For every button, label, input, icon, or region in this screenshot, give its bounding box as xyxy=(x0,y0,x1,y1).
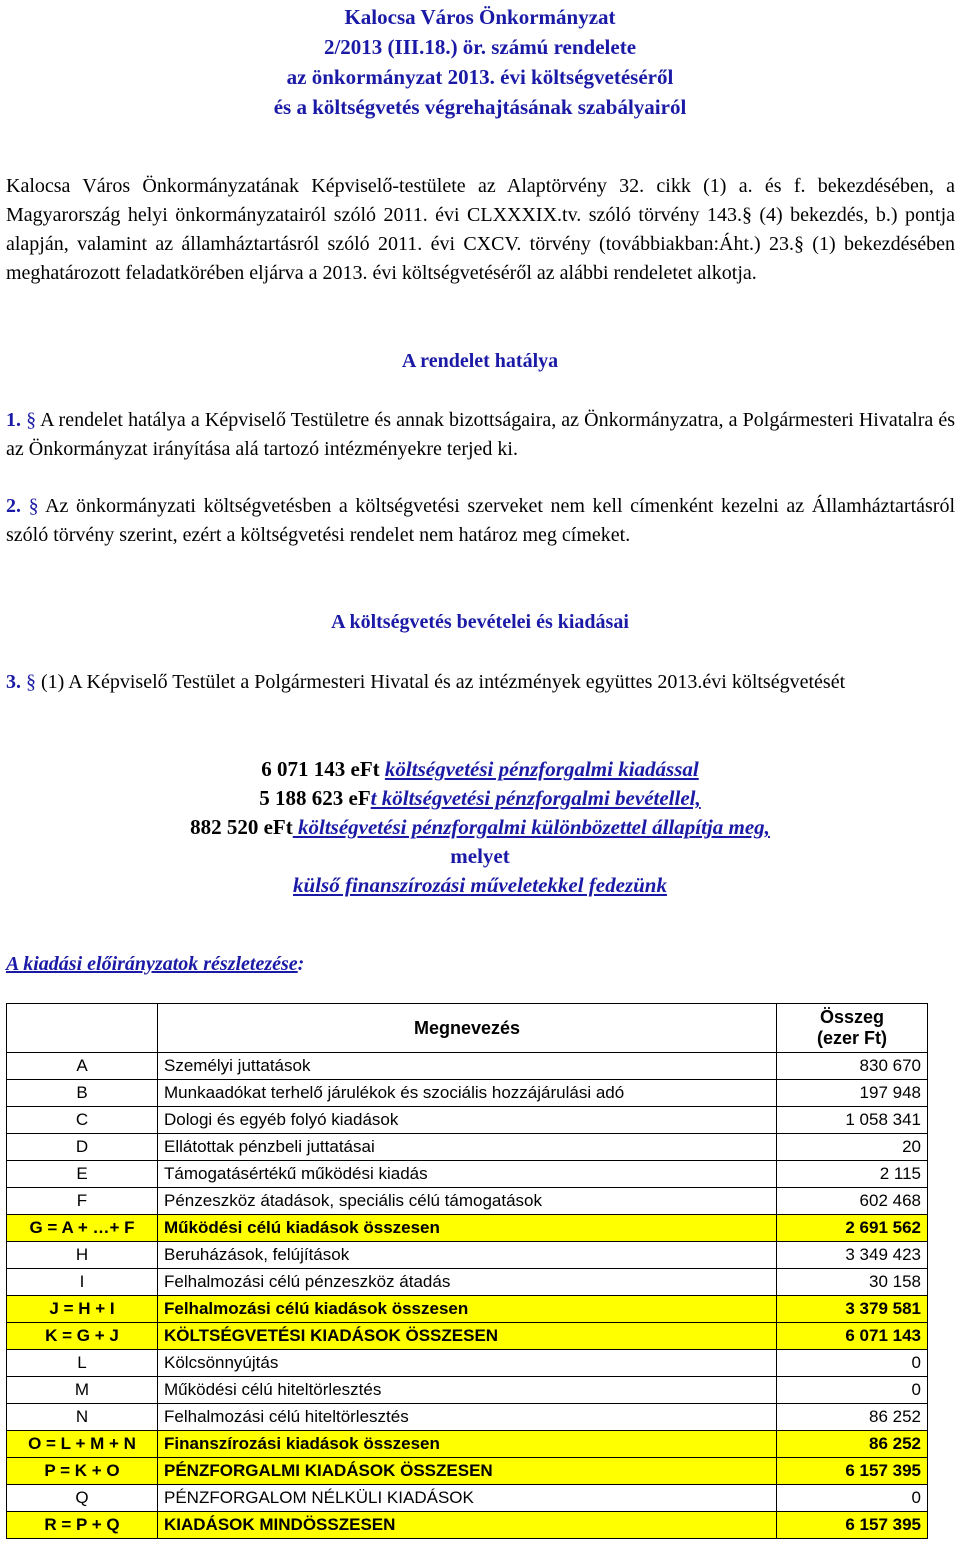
summary-difference-text: költségvetési pénzforgalmi különbözettel állapítja meg, xyxy=(292,815,770,839)
row-name-cell: Dologi és egyéb folyó kiadások xyxy=(158,1107,777,1134)
row-amount-cell: 86 252 xyxy=(777,1404,928,1431)
row-code-cell: O = L + M + N xyxy=(7,1431,158,1458)
row-code-cell: P = K + O xyxy=(7,1458,158,1485)
row-code-cell: B xyxy=(7,1080,158,1107)
table-row xyxy=(7,1107,928,1134)
summary-expenditure-amount: 6 071 143 eFt xyxy=(261,757,380,781)
row-code-cell: G = A + …+ F xyxy=(7,1215,158,1242)
row-code-cell: C xyxy=(7,1107,158,1134)
row-amount-cell: 830 670 xyxy=(777,1053,928,1080)
summary-difference-amount: 882 520 eFt xyxy=(190,815,293,839)
header-amount-unit: (ezer Ft) xyxy=(816,1028,887,1048)
row-name-cell: Munkaadókat terhelő járulékok és szociális hozzájárulási adó xyxy=(158,1080,777,1107)
row-amount-cell: 197 948 xyxy=(777,1080,928,1107)
section-sign: § xyxy=(28,495,39,517)
table-row xyxy=(7,1485,928,1512)
row-amount-cell: 3 349 423 xyxy=(777,1242,928,1269)
paragraph-2 xyxy=(6,492,955,550)
table-body xyxy=(7,1053,928,1539)
title-line-1: Kalocsa Város Önkormányzat xyxy=(344,5,616,29)
row-name-cell: Felhalmozási célú pénzeszköz átadás xyxy=(158,1269,777,1296)
row-amount-cell: 6 157 395 xyxy=(777,1458,928,1485)
table-row xyxy=(7,1215,928,1242)
table-row xyxy=(7,1053,928,1080)
paragraph-2-number: 2. xyxy=(6,495,21,517)
section-sign: § xyxy=(26,671,36,693)
table-row xyxy=(7,1404,928,1431)
row-name-cell: Működési célú kiadások összesen xyxy=(158,1215,777,1242)
expenditure-detail-title-text: A kiadási előirányzatok részletezése xyxy=(6,953,298,975)
paragraph-3-text: (1) A Képviselő Testület a Polgármesteri Hivatal és az intézmények együttes 2013.évi költségvetését xyxy=(36,671,846,693)
row-name-cell: KIADÁSOK MINDÖSSZESEN xyxy=(158,1512,777,1539)
table-row xyxy=(7,1296,928,1323)
row-amount-cell: 1 058 341 xyxy=(777,1107,928,1134)
row-amount-cell: 0 xyxy=(777,1377,928,1404)
table-row xyxy=(7,1134,928,1161)
table-row xyxy=(7,1323,928,1350)
row-name-cell: Finanszírozási kiadások összesen xyxy=(158,1431,777,1458)
header-amount-label: Összeg xyxy=(819,1007,885,1027)
table-row xyxy=(7,1080,928,1107)
section-heading-budget: A költségvetés bevételei és kiadásai xyxy=(331,611,629,633)
row-amount-cell: 0 xyxy=(777,1350,928,1377)
summary-revenue-amount: 5 188 623 eF xyxy=(259,786,371,810)
table-row xyxy=(7,1242,928,1269)
row-code-cell: F xyxy=(7,1188,158,1215)
preamble-paragraph: Kalocsa Város Önkormányzatának Képviselő-testülete az Alaptörvény 32. cikk (1) a. és f. bekezdésében, a Magyarország helyi önkormányzatairól szóló 2011. évi CLXXXIX.tv. szóló törvény 143.§ (4) bekezdés, b.) pontja alapján, valamint az államháztartásról szóló 2011. évi CXCV. törvény (továbbiakban:Áht.) 23.§ (1) bekezdésében meghatározott feladatkörében eljárva a 2013. évi költségvetéséről az alábbi rendeletet alkotja. xyxy=(6,175,955,284)
section-sign: § xyxy=(26,409,37,431)
table-row xyxy=(7,1458,928,1485)
table-row xyxy=(7,1350,928,1377)
row-code-cell: R = P + Q xyxy=(7,1512,158,1539)
row-amount-cell: 602 468 xyxy=(777,1188,928,1215)
header-name-cell: Megnevezés xyxy=(158,1004,777,1053)
row-name-cell: Működési célú hiteltörlesztés xyxy=(158,1377,777,1404)
row-amount-cell: 2 691 562 xyxy=(777,1215,928,1242)
title-line-4: és a költségvetés végrehajtásának szabályairól xyxy=(273,95,687,119)
budget-summary xyxy=(0,755,960,900)
table-row xyxy=(7,1377,928,1404)
row-name-cell: Személyi juttatások xyxy=(158,1053,777,1080)
row-code-cell: K = G + J xyxy=(7,1323,158,1350)
row-name-cell: KÖLTSÉGVETÉSI KIADÁSOK ÖSSZESEN xyxy=(158,1323,777,1350)
row-amount-cell: 20 xyxy=(777,1134,928,1161)
header-amount-cell xyxy=(777,1004,928,1053)
row-name-cell: Kölcsönnyújtás xyxy=(158,1350,777,1377)
paragraph-1-number: 1. xyxy=(6,409,21,431)
summary-line-financing: külső finanszírozási műveletekkel fedezünk xyxy=(293,873,667,897)
row-name-cell: PÉNZFORGALOM NÉLKÜLI KIADÁSOK xyxy=(158,1485,777,1512)
row-amount-cell: 0 xyxy=(777,1485,928,1512)
title-line-2: 2/2013 (III.18.) ör. számú rendelete xyxy=(323,35,637,59)
row-amount-cell: 3 379 581 xyxy=(777,1296,928,1323)
paragraph-3 xyxy=(6,668,955,697)
row-code-cell: L xyxy=(7,1350,158,1377)
row-amount-cell: 6 071 143 xyxy=(777,1323,928,1350)
row-amount-cell: 2 115 xyxy=(777,1161,928,1188)
expenditure-table xyxy=(6,1003,928,1539)
summary-line-expenditure xyxy=(0,755,960,784)
paragraph-1 xyxy=(6,406,955,464)
row-code-cell: D xyxy=(7,1134,158,1161)
row-code-cell: Q xyxy=(7,1485,158,1512)
row-name-cell: Beruházások, felújítások xyxy=(158,1242,777,1269)
table-header-row xyxy=(7,1004,928,1053)
expenditure-detail-title-colon: : xyxy=(297,953,305,975)
table-row xyxy=(7,1269,928,1296)
paragraph-2-text: Az önkormányzati költségvetésben a költségvetési szerveket nem kell címenként kezelni az Államháztartásról szóló törvény szerint, ezért a költségvetési rendelet nem határoz meg címeket. xyxy=(6,495,956,546)
row-name-cell: Felhalmozási célú hiteltörlesztés xyxy=(158,1404,777,1431)
row-code-cell: J = H + I xyxy=(7,1296,158,1323)
row-name-cell: PÉNZFORGALMI KIADÁSOK ÖSSZESEN xyxy=(158,1458,777,1485)
row-name-cell: Ellátottak pénzbeli juttatásai xyxy=(158,1134,777,1161)
summary-line-revenue xyxy=(0,784,960,813)
summary-expenditure-text: költségvetési pénzforgalmi kiadással xyxy=(384,757,699,781)
row-code-cell: E xyxy=(7,1161,158,1188)
row-amount-cell: 30 158 xyxy=(777,1269,928,1296)
paragraph-3-number: 3. xyxy=(6,671,21,693)
row-code-cell: H xyxy=(7,1242,158,1269)
summary-revenue-text: t költségvetési pénzforgalmi bevétellel, xyxy=(370,786,701,810)
paragraph-1-text: A rendelet hatálya a Képviselő Testületre és annak bizottságaira, az Önkormányzatra, a Polgármesteri Hivatalra és az Önkormányzat irányítása alá tartozó intézményekre terjed ki. xyxy=(6,409,955,460)
row-name-cell: Támogatásértékű működési kiadás xyxy=(158,1161,777,1188)
header-code-cell xyxy=(7,1004,158,1053)
row-code-cell: M xyxy=(7,1377,158,1404)
row-code-cell: A xyxy=(7,1053,158,1080)
expenditure-detail-title xyxy=(6,953,304,976)
table-row xyxy=(7,1161,928,1188)
table-row xyxy=(7,1188,928,1215)
table-row xyxy=(7,1512,928,1539)
document-title xyxy=(0,2,960,122)
row-amount-cell: 86 252 xyxy=(777,1431,928,1458)
title-line-3: az önkormányzat 2013. évi költségvetéséről xyxy=(286,65,674,89)
row-amount-cell: 6 157 395 xyxy=(777,1512,928,1539)
row-code-cell: I xyxy=(7,1269,158,1296)
section-heading-scope: A rendelet hatálya xyxy=(401,350,559,372)
row-name-cell: Pénzeszköz átadások, speciális célú támogatások xyxy=(158,1188,777,1215)
table-row xyxy=(7,1431,928,1458)
summary-line-which: melyet xyxy=(450,844,510,868)
summary-line-difference xyxy=(0,813,960,842)
row-code-cell: N xyxy=(7,1404,158,1431)
row-name-cell: Felhalmozási célú kiadások összesen xyxy=(158,1296,777,1323)
